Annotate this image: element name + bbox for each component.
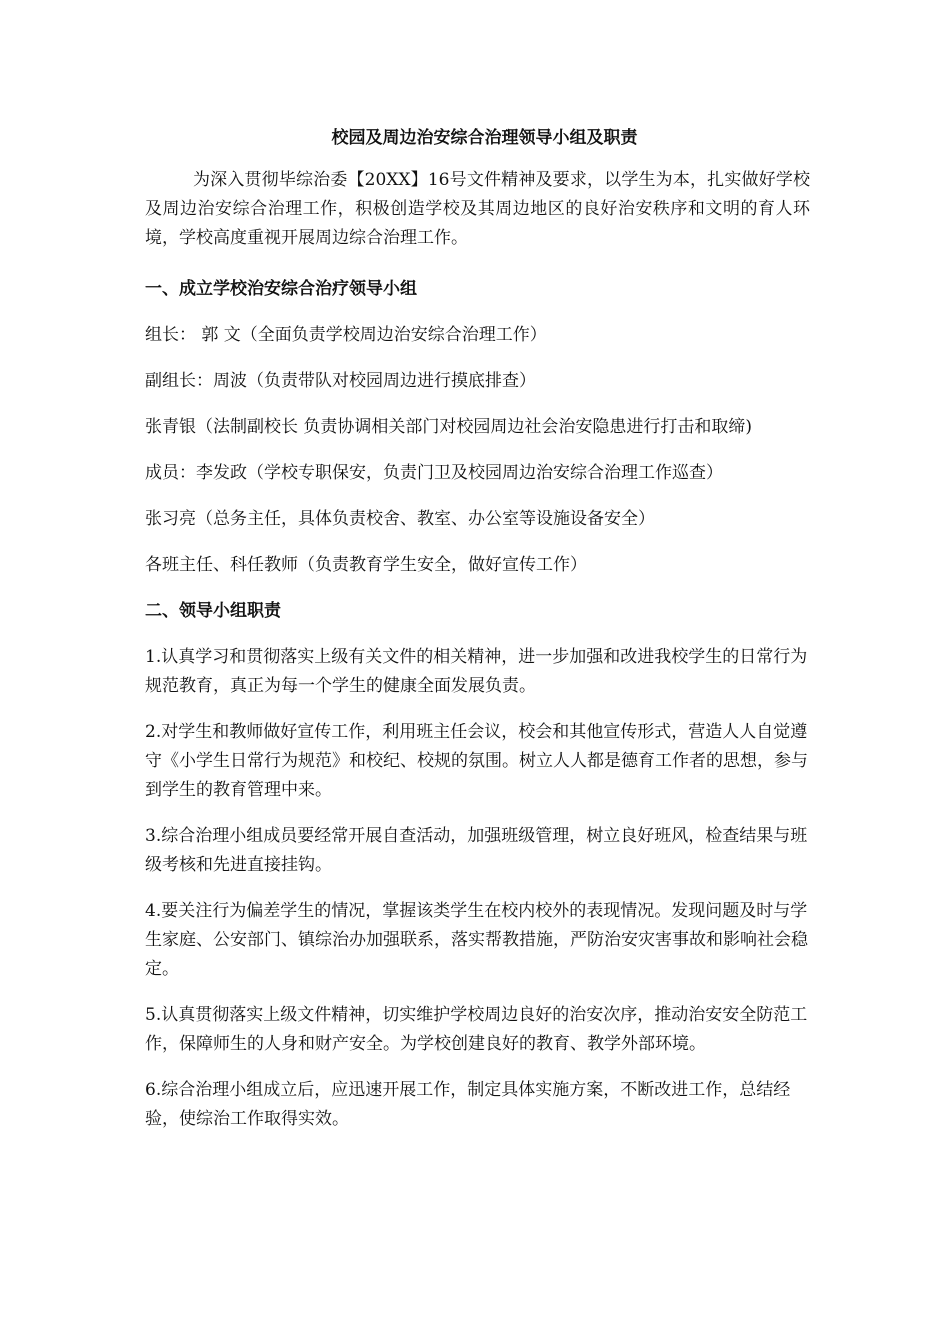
section-heading-duties: 二、领导小组职责	[145, 601, 281, 621]
duty-item-5: 5.认真贯彻落实上级文件精神，切实维护学校周边良好的治安次序，推动治安安全防范工作，保障师生的人身和财产安全。为学校创建良好的教育、教学外部环境。	[145, 1005, 808, 1054]
document-title: 校园及周边治安综合治理领导小组及职责	[331, 128, 638, 148]
duty-item-4: 4.要关注行为偏差学生的情况，掌握该类学生在校内校外的表现情况。发现问题及时与学生家庭、公安部门、镇综治办加强联系，落实帮教措施，严防治安灾害事故和影响社会稳定。	[145, 901, 808, 979]
section-heading-leadership-group: 一、成立学校治安综合治疗领导小组	[145, 279, 417, 299]
member-security-guard: 成员：李发政（学校专职保安，负责门卫及校园周边治安综合治理工作巡查）	[145, 463, 723, 483]
duty-item-1: 1.认真学习和贯彻落实上级有关文件的相关精神，进一步加强和改进我校学生的日常行为规范教育，真正为每一个学生的健康全面发展负责。	[145, 647, 808, 696]
member-legal-vice-principal: 张青银（法制副校长 负责协调相关部门对校园周边社会治安隐患进行打击和取缔)	[145, 417, 753, 437]
duty-item-6: 6.综合治理小组成立后，应迅速开展工作，制定具体实施方案，不断改进工作，总结经验，使综治工作取得实效。	[145, 1080, 791, 1129]
duty-item-2: 2.对学生和教师做好宣传工作，利用班主任会议，校会和其他宣传形式，营造人人自觉遵守《小学生日常行为规范》和校纪、校规的氛围。树立人人都是德育工作者的思想，参与到学生的教育管理中来。	[145, 722, 808, 800]
member-deputy-leader: 副组长：周波（负责带队对校园周边进行摸底排查）	[145, 371, 536, 391]
duty-item-3: 3.综合治理小组成员要经常开展自查活动，加强班级管理，树立良好班风，检查结果与班级考核和先进直接挂钩。	[145, 826, 808, 875]
member-general-affairs: 张习亮（总务主任，具体负责校舍、教室、办公室等设施设备安全）	[145, 509, 655, 529]
intro-paragraph: 为深入贯彻毕综治委【20XX】16号文件精神及要求，以学生为本，扎实做好学校及周边治安综合治理工作，积极创造学校及其周边地区的良好治安秩序和文明的育人环境，学校高度重视开展周边综合治理工作。	[145, 170, 810, 248]
member-leader: 组长： 郭 文（全面负责学校周边治安综合治理工作）	[145, 325, 547, 345]
member-teachers: 各班主任、科任教师（负责教育学生安全，做好宣传工作）	[145, 555, 587, 575]
